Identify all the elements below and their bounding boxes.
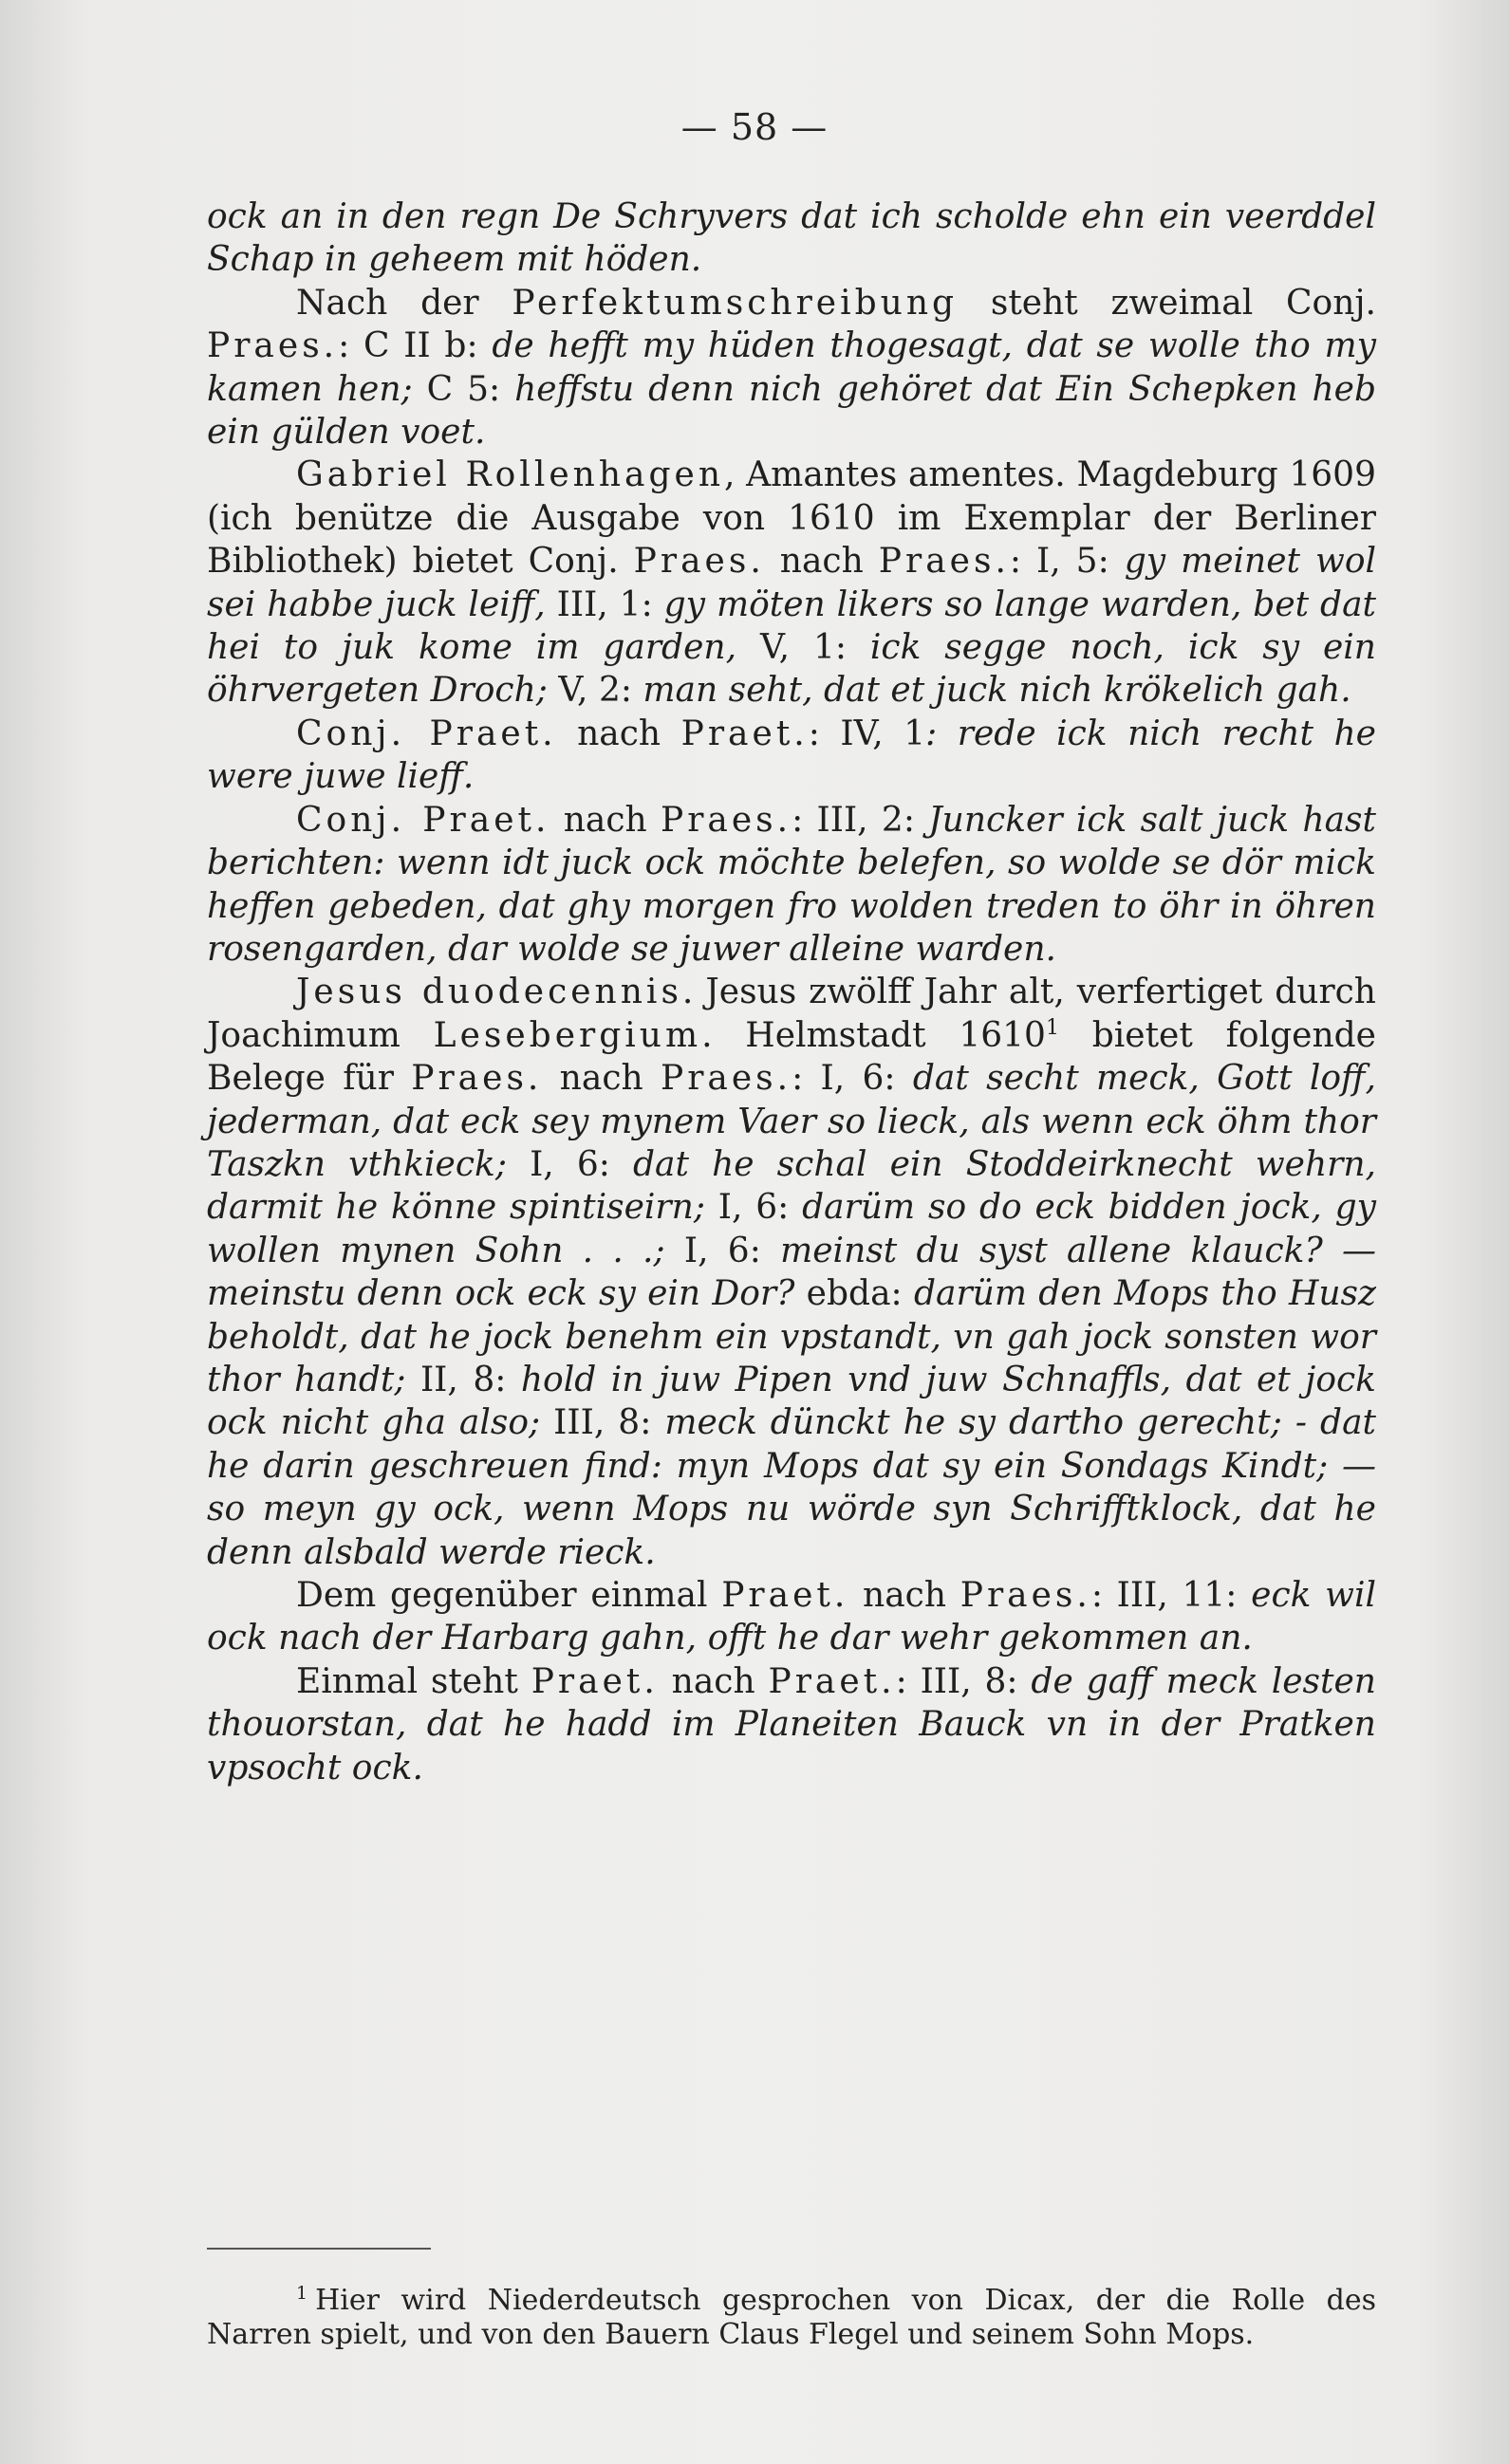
page-number: — 58 — xyxy=(680,106,829,148)
spaced-text: Praet. xyxy=(680,713,809,753)
spaced-text: Praes. xyxy=(660,800,792,840)
italic-text: darüm den Mops tho Husz beholdt, dat he jock benehm ein vpstandt, vn gah jock sonsten wor thor handt; xyxy=(207,1274,1376,1399)
footnote-reference: 1 xyxy=(1045,1015,1059,1040)
text-run: : III, 11: xyxy=(1090,1576,1252,1615)
spaced-text: Praes. xyxy=(660,1059,792,1099)
italic-text: heffstu denn nich gehöret dat Ein Schepken heb ein gülden voet. xyxy=(207,369,1376,453)
text-run: nach xyxy=(848,1576,960,1615)
paragraph xyxy=(207,971,1376,1574)
paragraph xyxy=(207,1574,1376,1660)
italic-text: hold in juw Pipen vnd juw Schnaffls, dat et jock ock nicht gha also; xyxy=(207,1360,1376,1443)
footnote-text: Hier wird Niederdeutsch gesprochen von Dicax, der die Rolle des Narren spielt, und von den Bauern Claus Flegel und seinem Sohn Mops. xyxy=(207,2284,1376,2351)
italic-text: ock an in den regn De Schryvers dat ich scholde ehn ein veerddel Schap in geheem mit höden. xyxy=(207,197,1376,280)
spaced-text: Praet. xyxy=(768,1661,896,1701)
text-run: I, 6: xyxy=(704,1188,803,1228)
italic-text: ick segge noch, ick sy ein öhrvergeten Droch; xyxy=(207,628,1376,711)
paragraph xyxy=(207,454,1376,712)
text-run: nach xyxy=(764,542,879,582)
text-run: III, 1: xyxy=(545,584,664,624)
text-run: Einmal steht xyxy=(296,1661,531,1701)
italic-text: dat he schal ein Stoddeirknecht wehrn, darmit he könne spintiseirn; xyxy=(207,1144,1376,1228)
text-run: V, 2: xyxy=(547,671,643,711)
text-run: : III, 2: xyxy=(792,800,929,840)
text-run: Nach der xyxy=(296,283,512,323)
spaced-text: Conj. Praet. xyxy=(296,800,550,840)
text-run: C 5: xyxy=(412,369,515,409)
paragraph xyxy=(207,1660,1376,1789)
italic-text: : rede ick nich recht he were juwe lieff. xyxy=(207,713,1376,797)
footnote-divider xyxy=(207,2248,431,2250)
text-run: bietet folgende Belege für xyxy=(207,1015,1376,1099)
spaced-text: Lesebergium xyxy=(433,1015,702,1055)
italic-text: Juncker ick salt juck hast berichten: wenn idt juck ock möchte belefen, so wolde se dör mick heffen gebeden, dat ghy morgen fro wolden treden to öhr in öhren rosengarden, dar wolde se juwer alleine warden. xyxy=(207,800,1376,969)
text-run: . Helmstadt 1610 xyxy=(701,1015,1046,1055)
spaced-text: Conj. Praet. xyxy=(296,713,557,753)
text-run: nach xyxy=(542,1059,661,1099)
text-run: I, 6: xyxy=(506,1144,633,1184)
spaced-text: Praet. xyxy=(721,1576,849,1615)
italic-text: gy meinet wol sei habbe juck leiff, xyxy=(207,542,1377,624)
spaced-text: Praes. xyxy=(959,1576,1091,1615)
italic-text: meinst du syst allene klauck? — meinstu denn ock eck sy ein Dor? xyxy=(207,1231,1377,1314)
spaced-text: Jesus duodecennis xyxy=(296,973,682,1012)
italic-text: de hefft my hüden thogesagt, dat se wolle tho my kamen hen; xyxy=(207,326,1376,409)
text-run: II, 8: xyxy=(405,1360,521,1399)
text-run: ebda: xyxy=(794,1274,914,1314)
italic-text: de gaff meck lesten thouorstan, dat he hadd im Planeiten Bauck vn in der Pratken vpsocht ock. xyxy=(207,1661,1376,1788)
text-run: : I, 5: xyxy=(1009,542,1125,582)
footnote xyxy=(207,2276,1376,2352)
footnote-marker: 1 xyxy=(296,2283,308,2304)
paragraph xyxy=(207,282,1376,454)
text-run: : C II b: xyxy=(338,326,493,366)
text-run: I, 6: xyxy=(664,1231,781,1270)
paragraph xyxy=(207,713,1376,799)
italic-text: dat secht meck, Gott loff, jederman, dat eck sey mynem Vaer so lieck, als wenn eck öhm thor Taszkn vthkieck; xyxy=(207,1059,1376,1184)
spaced-text: Praes. xyxy=(878,542,1010,582)
text-run: V, 1: xyxy=(736,628,870,668)
italic-text: meck dünckt he sy dartho gerecht; - dat he darin geschreuen find: myn Mops dat sy ein Sondags Kindt; — so meyn gy ock, wenn Mops nu wörde syn Schrifftklock, dat he denn alsbald werde rieck. xyxy=(207,1403,1377,1572)
italic-text: gy möten likers so lange warden, bet dat hei to juk kome im garden, xyxy=(207,584,1377,668)
text-run: steht zweimal Conj. xyxy=(958,283,1376,323)
spaced-text: Perfektumschreibung xyxy=(512,283,959,323)
italic-text: man seht, dat et juck nich krökelich gah. xyxy=(643,671,1351,711)
paragraph xyxy=(207,195,1376,282)
spaced-text: Praes. xyxy=(633,542,765,582)
italic-text: eck wil ock nach der Harbarg gahn, offt he dar wehr gekommen an. xyxy=(207,1576,1376,1658)
text-run: . Jesus zwölff Jahr alt, verfertiget durch Joachimum xyxy=(207,973,1376,1055)
text-run: nach xyxy=(658,1661,769,1701)
text-run: : III, 8: xyxy=(895,1661,1032,1701)
text-run: Dem gegenüber einmal xyxy=(296,1576,722,1615)
text-run: III, 8: xyxy=(540,1403,665,1443)
spaced-text: Praes. xyxy=(411,1059,543,1099)
text-run: nach xyxy=(556,713,681,753)
paragraph xyxy=(207,799,1376,972)
text-run: , Amantes amentes. Magdeburg 1609 (ich benütze die Ausgabe von 1610 im Exemplar der Berliner Bibliothek) bietet Conj. xyxy=(207,455,1376,582)
spaced-text: Gabriel Rollenhagen xyxy=(296,455,725,495)
text-run: nach xyxy=(550,800,661,840)
body-text xyxy=(207,195,1376,1789)
italic-text: darüm so do eck bidden jock, gy wollen mynen Sohn . . .; xyxy=(207,1188,1376,1270)
text-run: : I, 6: xyxy=(792,1059,913,1099)
text-run: : IV, 1 xyxy=(808,713,926,753)
spaced-text: Praes. xyxy=(207,326,339,366)
spaced-text: Praet. xyxy=(531,1661,659,1701)
